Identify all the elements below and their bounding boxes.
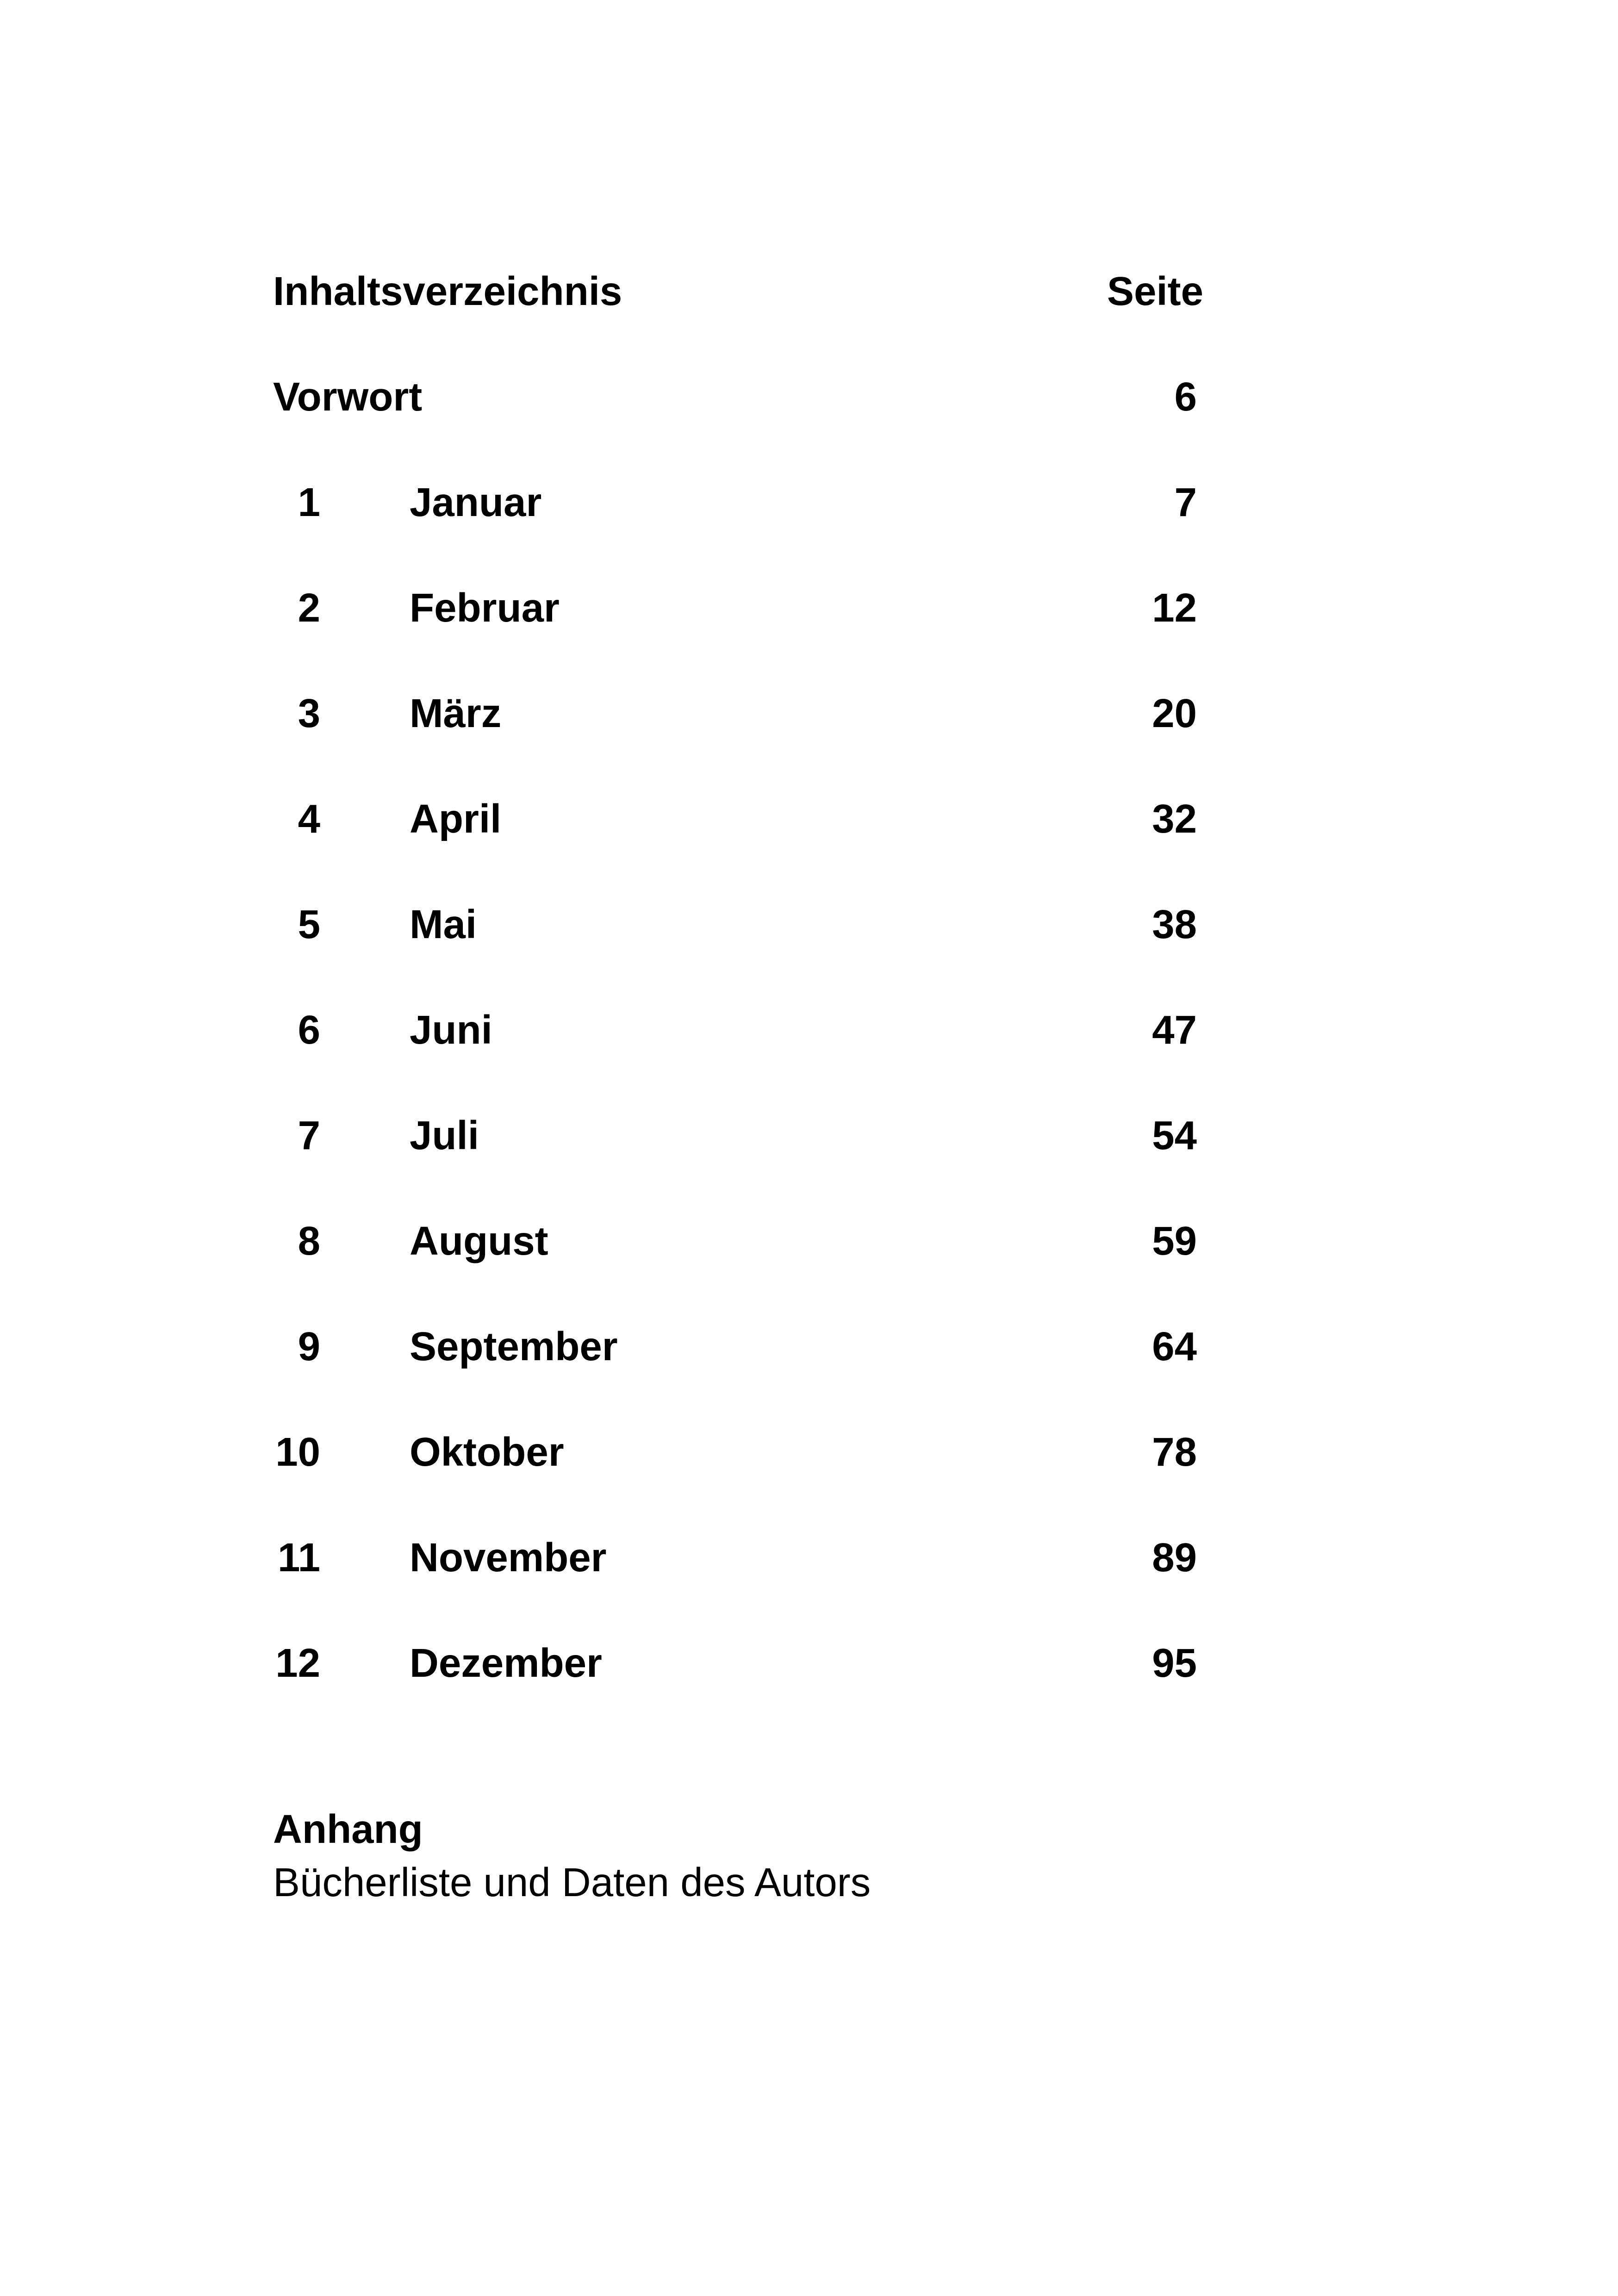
- preface-page: 6: [1174, 374, 1197, 419]
- toc-title: Inhaltsverzeichnis: [273, 269, 622, 314]
- chapter-title: Juni: [410, 1008, 492, 1052]
- appendix-section: [273, 1803, 871, 1909]
- toc-row: [273, 585, 1203, 691]
- chapter-number: 12: [275, 1641, 320, 1686]
- toc-row: [273, 1113, 1203, 1218]
- toc-row: [273, 1429, 1203, 1535]
- chapter-number: 11: [278, 1535, 320, 1580]
- chapter-number: 5: [298, 902, 320, 947]
- table-of-contents: [273, 268, 1203, 1746]
- toc-header: [273, 268, 1203, 374]
- chapter-page: 95: [1152, 1641, 1197, 1686]
- chapter-number: 3: [298, 691, 320, 736]
- chapter-number: 4: [298, 796, 320, 841]
- chapter-title: Oktober: [410, 1430, 564, 1475]
- chapter-list: [273, 479, 1203, 1746]
- chapter-title: Mai: [410, 902, 477, 947]
- chapter-page: 64: [1152, 1324, 1197, 1369]
- chapter-number: 1: [298, 480, 320, 525]
- chapter-page: 89: [1152, 1535, 1197, 1580]
- chapter-title: April: [410, 796, 502, 841]
- chapter-page: 20: [1152, 691, 1197, 736]
- toc-row: [273, 1640, 1203, 1746]
- toc-row: [273, 796, 1203, 902]
- chapter-title: September: [410, 1324, 618, 1369]
- chapter-title: Januar: [410, 480, 542, 525]
- toc-row: [273, 1324, 1203, 1429]
- chapter-title: November: [410, 1535, 607, 1580]
- chapter-title: Dezember: [410, 1641, 602, 1686]
- chapter-page: 59: [1152, 1219, 1197, 1263]
- chapter-number: 2: [298, 585, 320, 630]
- chapter-number: 8: [298, 1219, 320, 1263]
- toc-row-preface: [273, 374, 1203, 479]
- toc-row: [273, 479, 1203, 585]
- appendix-description: Bücherliste und Daten des Autors: [273, 1860, 871, 1905]
- chapter-page: 47: [1152, 1008, 1197, 1052]
- chapter-page: 7: [1174, 480, 1197, 525]
- toc-row: [273, 691, 1203, 796]
- chapter-number: 9: [298, 1324, 320, 1369]
- chapter-page: 32: [1152, 796, 1197, 841]
- chapter-number: 6: [298, 1008, 320, 1052]
- chapter-page: 78: [1152, 1430, 1197, 1475]
- toc-row: [273, 1007, 1203, 1113]
- page-column-label: Seite: [1107, 269, 1203, 314]
- chapter-page: 38: [1152, 902, 1197, 947]
- appendix-heading: Anhang: [273, 1807, 423, 1852]
- toc-row: [273, 1535, 1203, 1640]
- chapter-page: 12: [1152, 585, 1197, 630]
- chapter-title: August: [410, 1219, 548, 1263]
- chapter-page: 54: [1152, 1113, 1197, 1158]
- chapter-number: 10: [275, 1430, 320, 1475]
- chapter-title: Februar: [410, 585, 560, 630]
- preface-label: Vorwort: [273, 374, 423, 419]
- chapter-title: Juli: [410, 1113, 479, 1158]
- chapter-title: März: [410, 691, 502, 736]
- toc-row: [273, 1218, 1203, 1324]
- chapter-number: 7: [298, 1113, 320, 1158]
- toc-row: [273, 902, 1203, 1007]
